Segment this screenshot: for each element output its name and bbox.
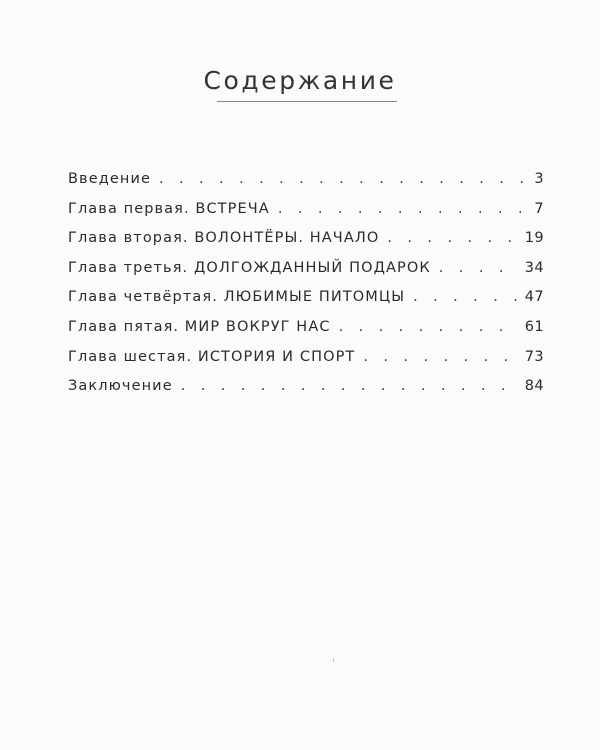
toc-entry-label: Заключение [68,378,173,395]
toc-entry-label: Глава вторая. ВОЛОНТЁРЫ. НАЧАЛО [68,230,380,247]
toc-page-number: 7 [534,200,544,217]
toc-entry-chapter-2[interactable] [68,230,544,260]
toc-entry-chapter-1[interactable] [68,201,544,231]
toc-entry-label: Глава шестая. ИСТОРИЯ И СПОРТ [68,348,356,365]
dot-leader [159,171,529,187]
title-underline [217,101,397,102]
page-title: Содержание [203,66,397,95]
toc-entry-chapter-6[interactable] [68,349,544,379]
toc-entry-label: Глава четвёртая. ЛЮБИМЫЕ ПИТОМЦЫ [68,289,406,306]
toc-entry-chapter-5[interactable] [68,319,544,349]
toc-page-number: 73 [524,348,544,365]
toc-entry-label: Глава третья. ДОЛГОЖДАННЫЙ ПОДАРОК [68,259,431,276]
toc-page-number: 61 [524,318,544,335]
toc-entry-conclusion[interactable] [68,378,544,408]
toc-entry-introduction[interactable] [68,171,544,201]
dot-leader [387,230,519,246]
toc-page-number: 3 [534,171,544,187]
toc-entry-label: Глава пятая. МИР ВОКРУГ НАС [68,318,331,335]
dot-leader [181,378,520,394]
toc-page-number: 34 [524,259,544,276]
dot-leader [439,260,520,276]
dot-leader [339,319,520,335]
toc-page-number: 19 [524,230,544,247]
dot-leader [278,201,530,217]
toc-entry-chapter-3[interactable] [68,260,544,290]
table-of-contents [68,171,544,408]
toc-page-number: 47 [524,289,544,306]
paper-speck [333,659,334,662]
toc-page-number: 84 [524,378,544,395]
dot-leader [363,349,519,365]
toc-entry-label: Введение [68,171,151,187]
toc-entry-label: Глава первая. ВСТРЕЧА [68,200,270,217]
toc-entry-chapter-4[interactable] [68,289,544,319]
dot-leader [413,289,520,305]
